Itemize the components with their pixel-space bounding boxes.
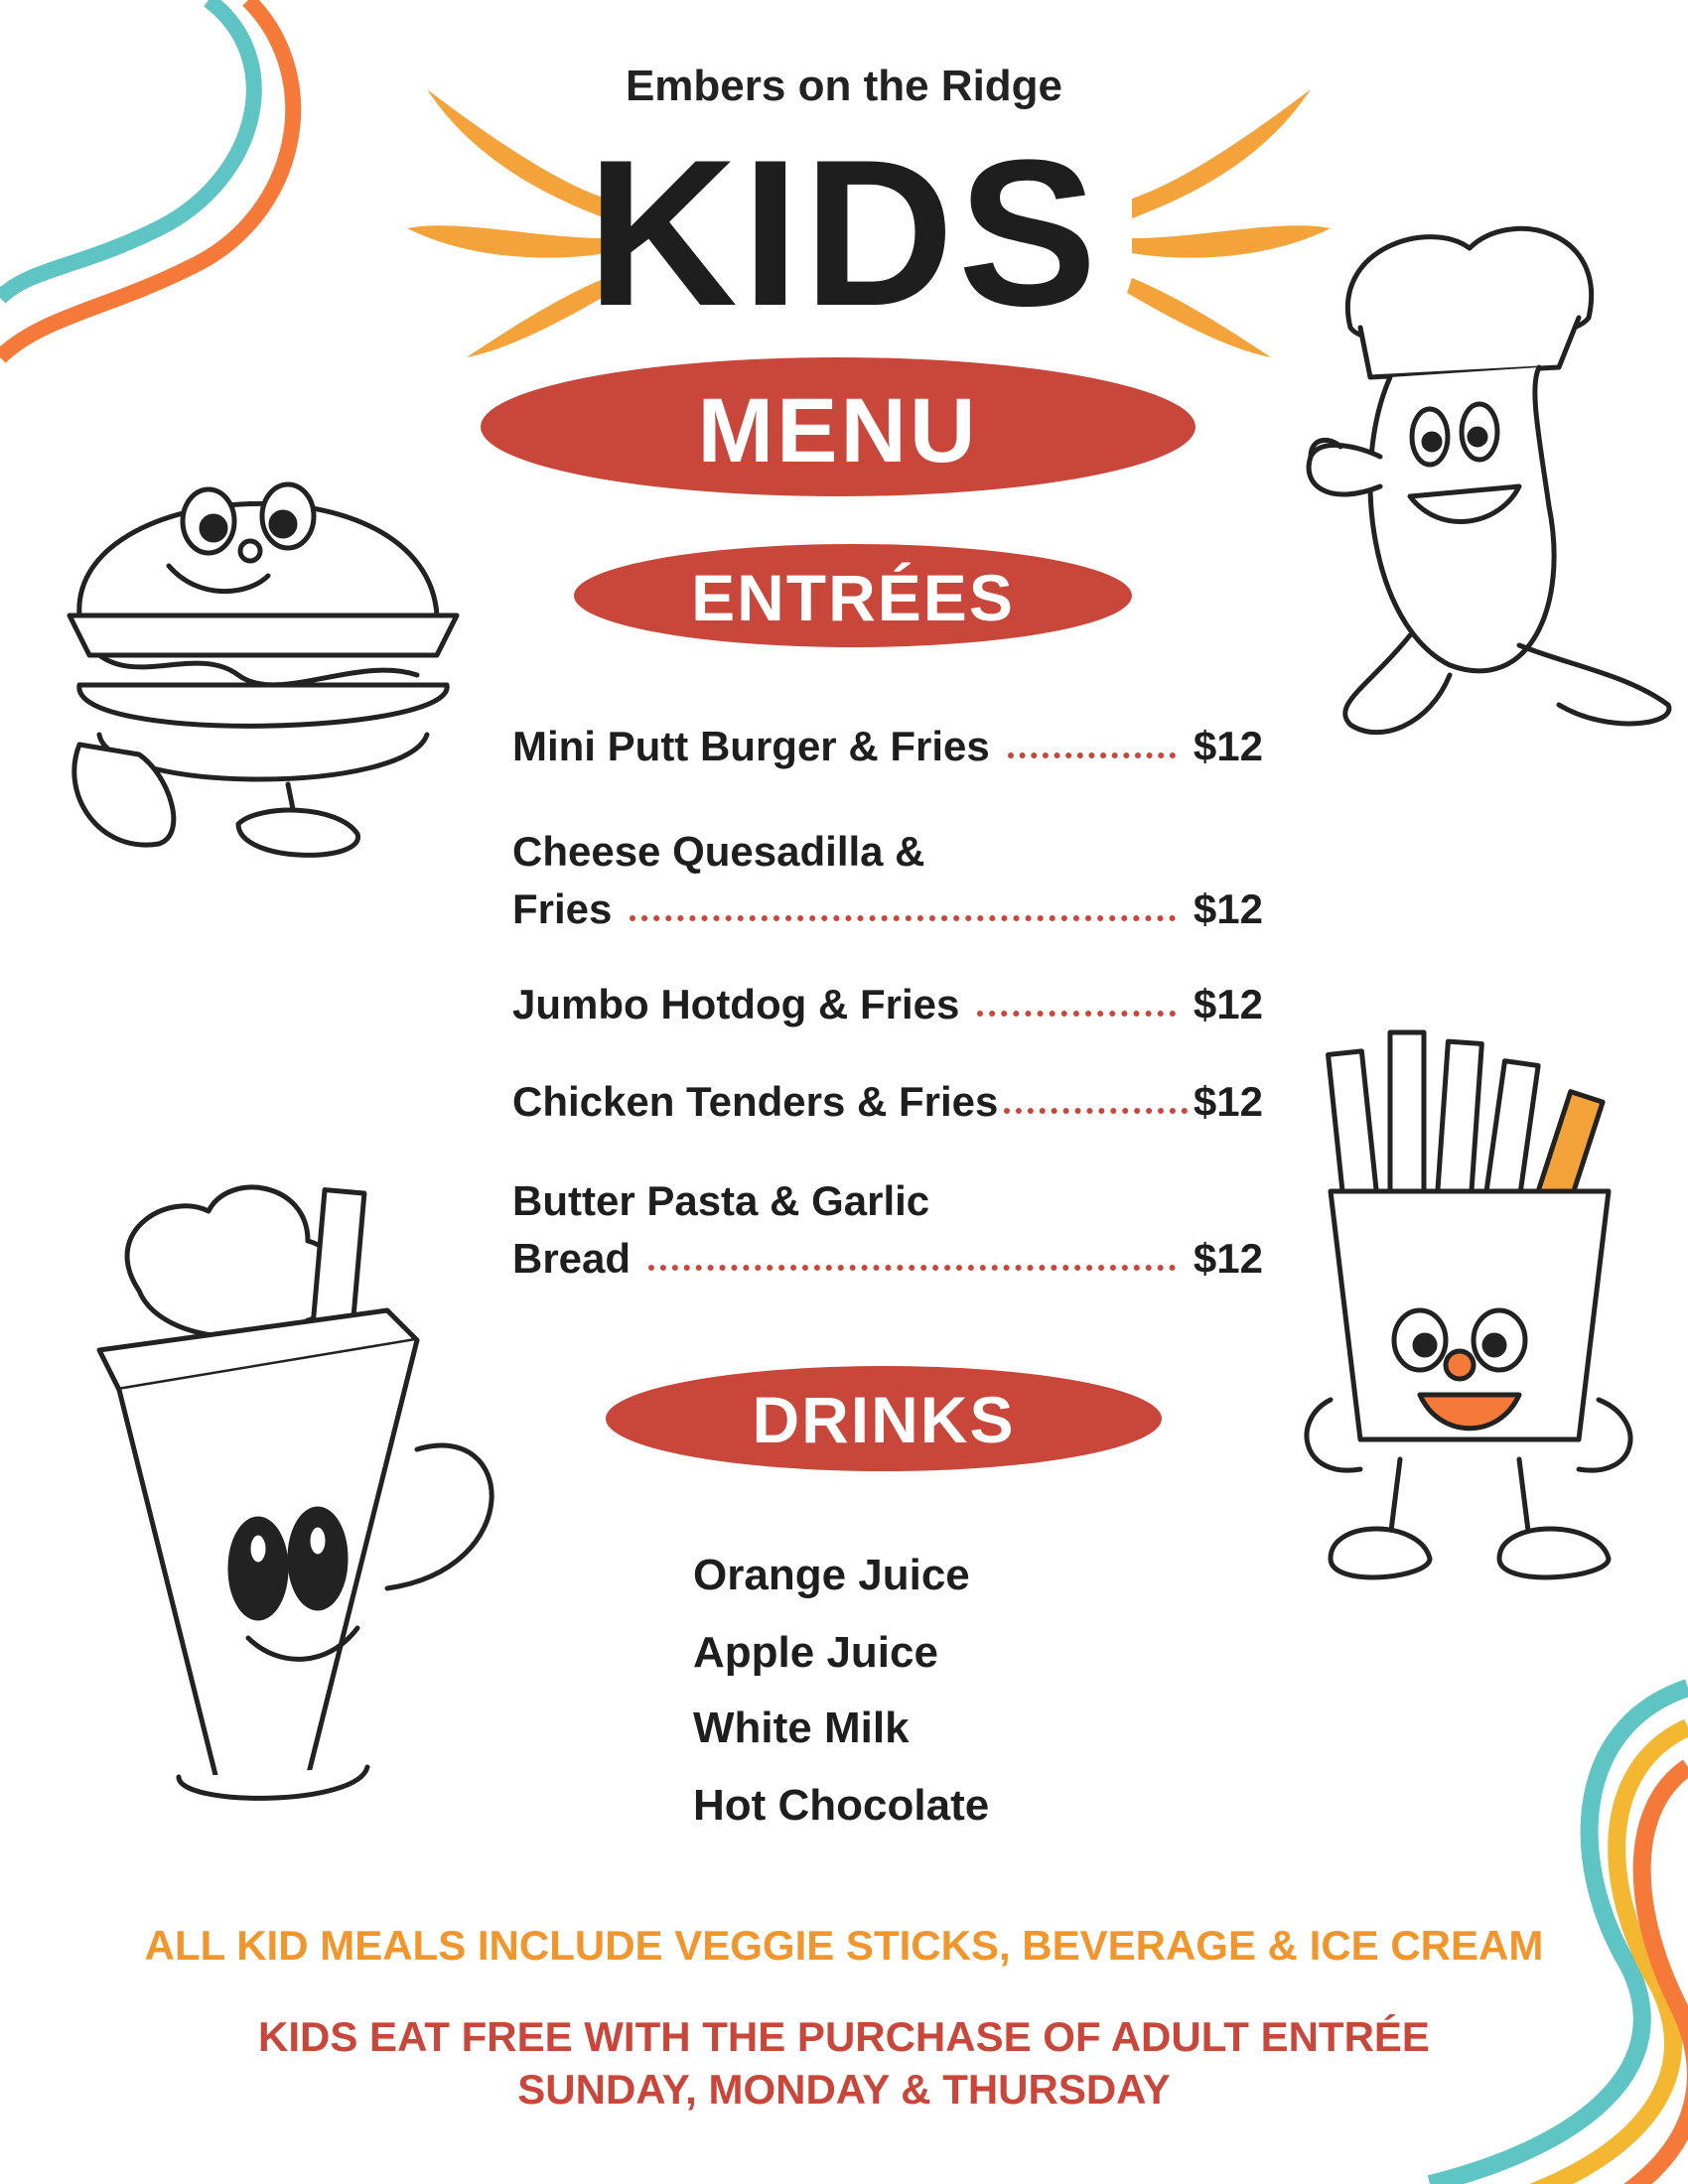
drink-item: Apple Juice: [693, 1628, 938, 1677]
menu-item: [512, 981, 1263, 1028]
drink-item: White Milk: [693, 1704, 910, 1752]
restaurant-name: Embers on the Ridge: [625, 62, 1063, 110]
menu-item-name-line2: Bread: [512, 1235, 632, 1282]
menu-item-name: Mini Putt Burger & Fries: [512, 723, 990, 769]
dot-leader: [1008, 752, 1176, 758]
includes-note: ALL KID MEALS INCLUDE VEGGIE STICKS, BEVERAGE & ICE CREAM: [144, 1922, 1544, 1969]
page-title: KIDS: [587, 116, 1101, 349]
drinks-heading: DRINKS: [752, 1383, 1016, 1456]
dot-leader: [1004, 1108, 1188, 1114]
dot-leader: [648, 1265, 1176, 1271]
promo-line1: KIDS EAT FREE WITH THE PURCHASE OF ADULT ENTRÉE: [258, 2013, 1430, 2060]
menu-banner: [481, 357, 1196, 496]
menu-item: [512, 1177, 1263, 1283]
promo-note: [0, 2011, 1688, 2116]
menu-item: [512, 723, 1263, 770]
menu-item-price: $12: [1193, 886, 1263, 932]
dot-leader: [977, 1011, 1176, 1017]
drinks-banner: [606, 1366, 1162, 1471]
milkshake-character-icon: [60, 1171, 516, 1807]
dot-leader: [630, 915, 1176, 921]
menu-item-price: $12: [1193, 1078, 1263, 1125]
drink-item: Orange Juice: [693, 1551, 970, 1599]
menu-item-name: Chicken Tenders & Fries: [512, 1078, 999, 1125]
burger-character-icon: [40, 417, 477, 874]
menu-item-price: $12: [1193, 1235, 1263, 1282]
menu-item-price: $12: [1193, 723, 1263, 769]
menu-banner-label: MENU: [697, 380, 979, 481]
menu-item-name: Jumbo Hotdog & Fries: [512, 981, 960, 1027]
entrees-heading: ENTRÉES: [691, 561, 1015, 634]
menu-item-name-line1: Cheese Quesadilla &: [512, 828, 925, 875]
fries-character-icon: [1271, 1023, 1668, 1658]
menu-item-name-line1: Butter Pasta & Garlic: [512, 1177, 930, 1224]
menu-item-name-line2: Fries: [512, 886, 613, 932]
drink-item: Hot Chocolate: [693, 1781, 990, 1830]
menu-item-price: $12: [1193, 981, 1263, 1027]
menu-item: [512, 828, 1263, 933]
hotdog-chef-icon: [1291, 208, 1688, 764]
entrees-banner: [574, 544, 1132, 647]
menu-item: [512, 1078, 1263, 1126]
promo-line2: SUNDAY, MONDAY & THURSDAY: [517, 2065, 1171, 2113]
